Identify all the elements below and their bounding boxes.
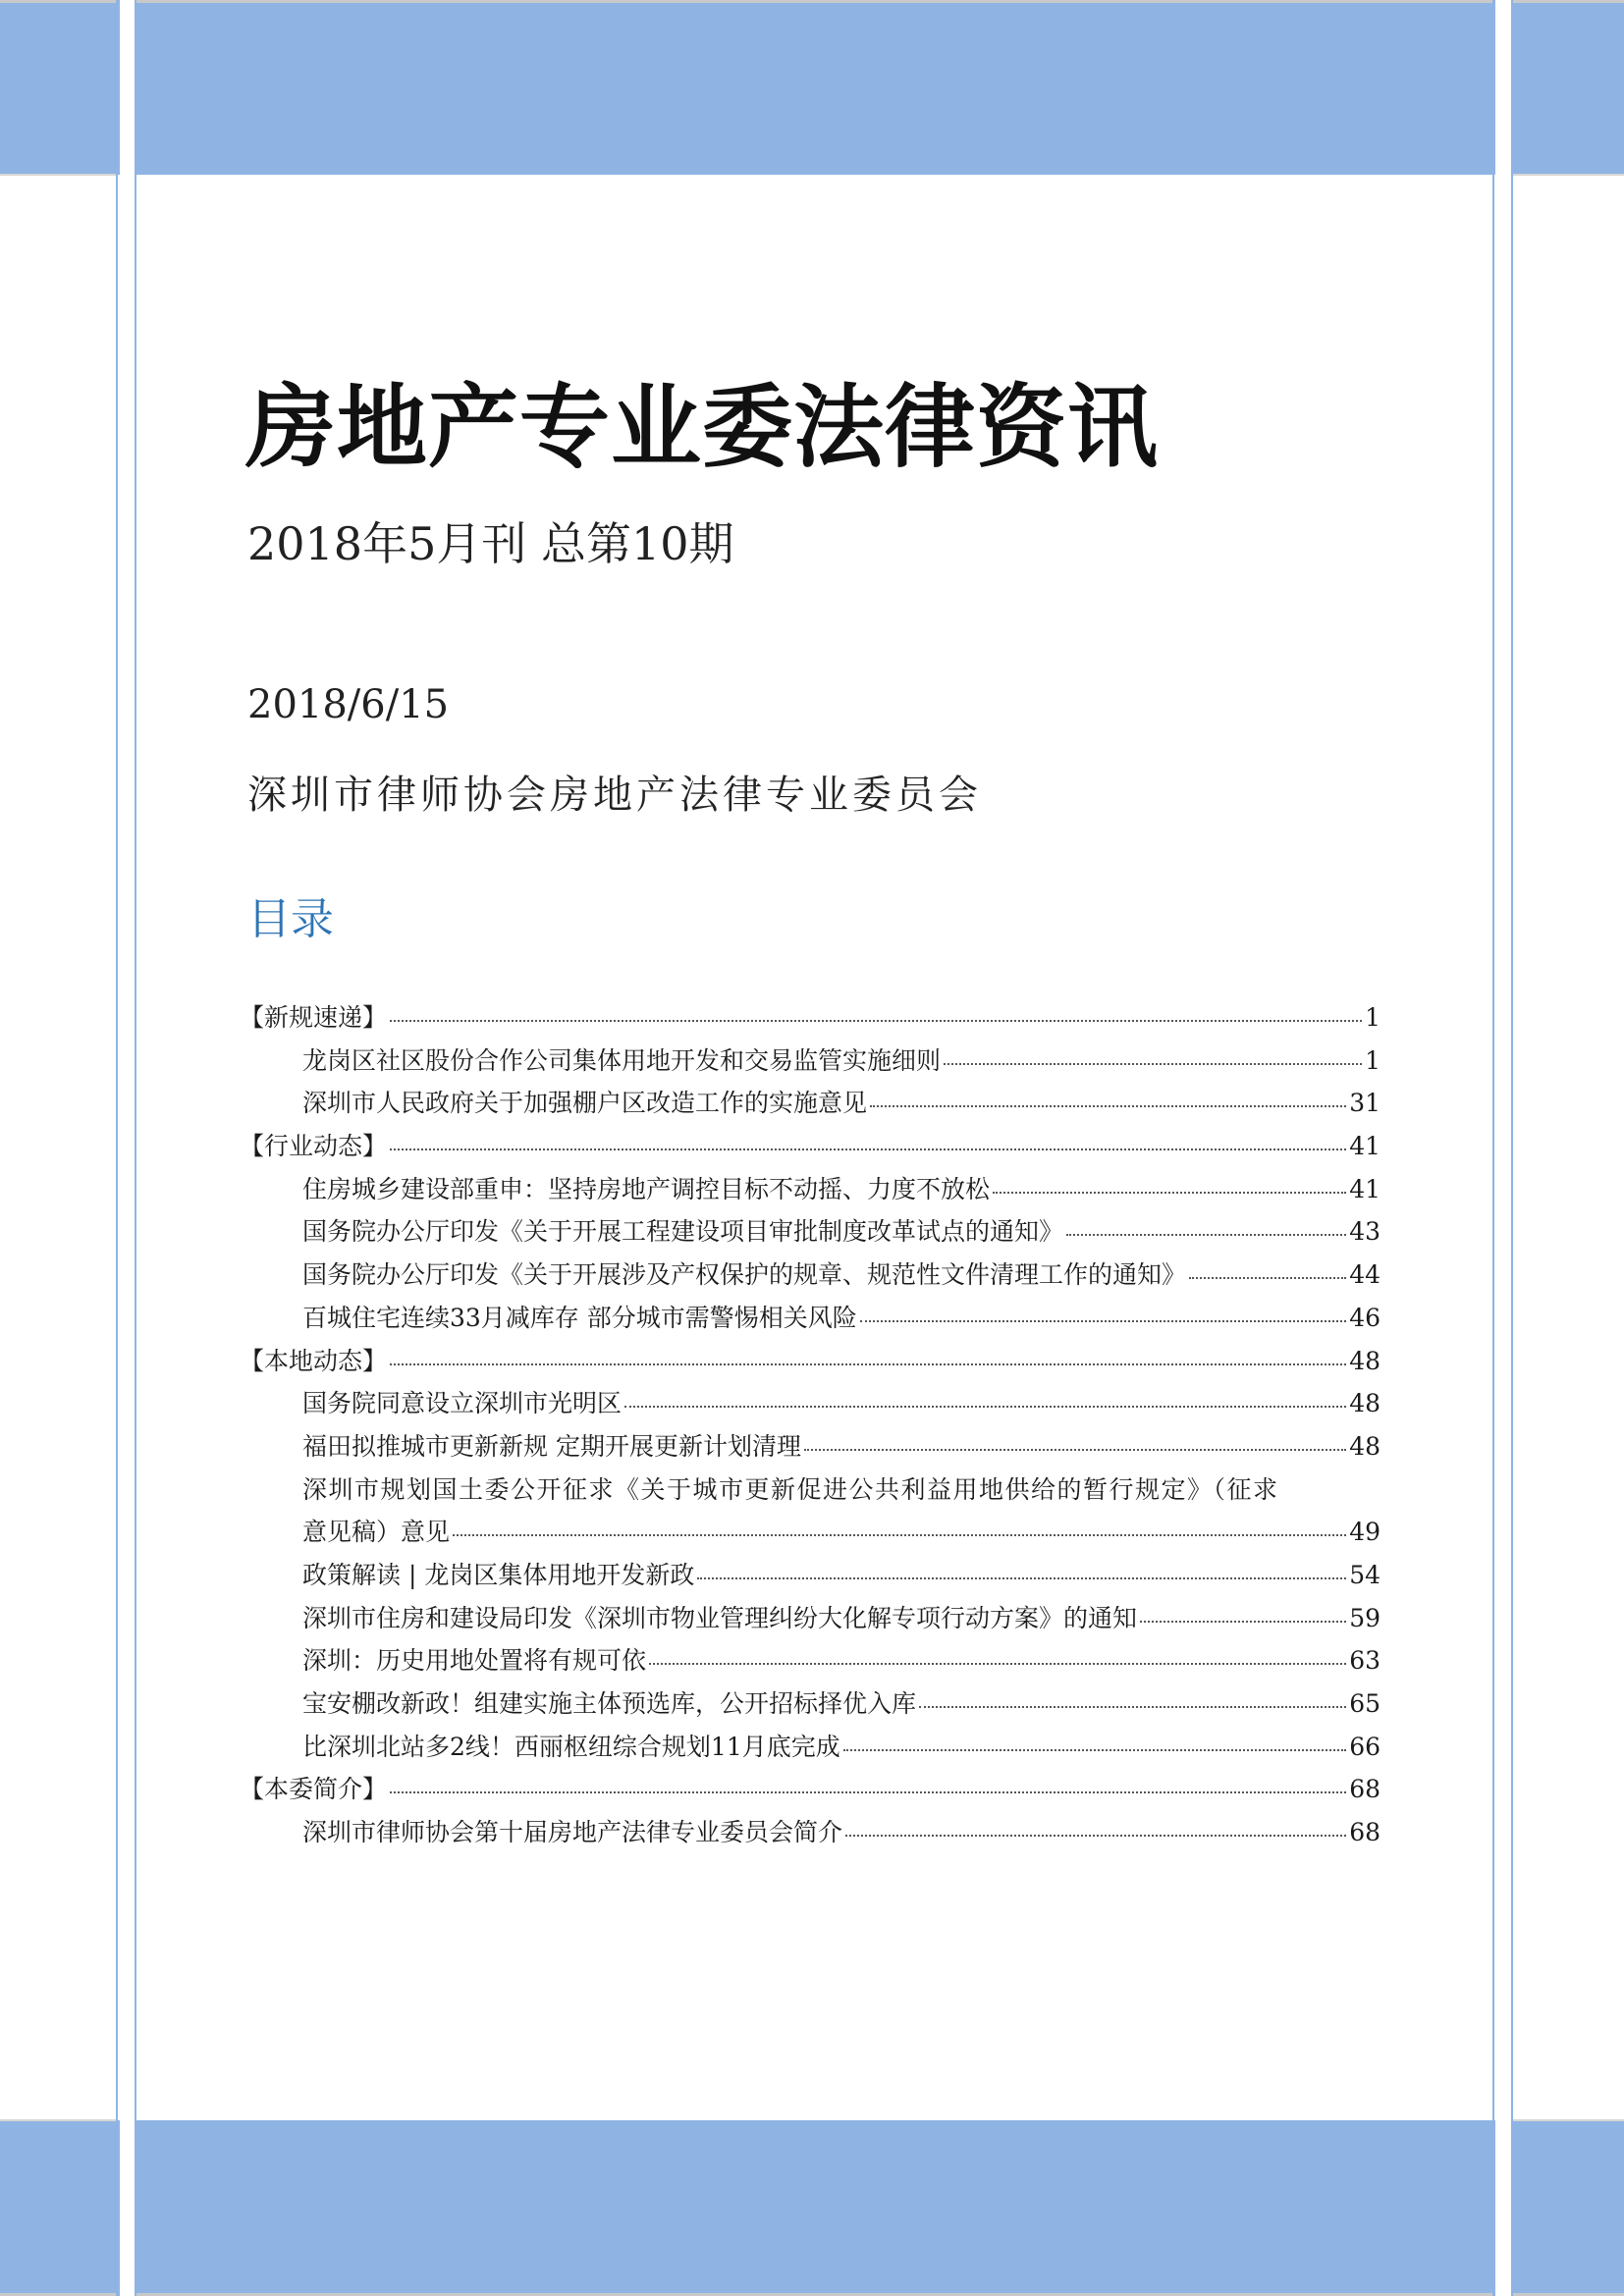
toc-entry-title: 住房城乡建设部重申：坚持房地产调控目标不动摇、力度不放松	[302, 1174, 991, 1203]
toc-leader	[860, 1319, 1346, 1322]
toc-leader	[993, 1191, 1346, 1194]
frame-edge-top	[136, 0, 1492, 3]
toc-leader	[649, 1662, 1346, 1665]
toc-entry-wrapped-line2[interactable]	[240, 1511, 1380, 1554]
band-edge-top-right	[1513, 174, 1624, 176]
toc-leader	[697, 1576, 1346, 1579]
table-of-contents	[240, 996, 1380, 1854]
toc-leader	[944, 1062, 1362, 1065]
toc-entry-title: 国务院办公厅印发《关于开展涉及产权保护的规章、规范性文件清理工作的通知》	[302, 1260, 1187, 1290]
toc-section[interactable]	[240, 1340, 1380, 1383]
frame-edge-top-left	[0, 0, 116, 3]
toc-leader	[390, 1148, 1346, 1150]
toc-page-number: 48	[1349, 1431, 1380, 1461]
toc-entry-title: 【本委简介】	[240, 1775, 388, 1804]
toc-entry-title: 深圳市人民政府关于加强棚户区改造工作的实施意见	[302, 1089, 868, 1118]
toc-page-number: 48	[1349, 1389, 1380, 1418]
toc-page-number: 1	[1365, 1045, 1380, 1075]
frame-gap-left	[120, 0, 135, 2296]
toc-entry-title: 深圳市住房和建设局印发《深圳市物业管理纠纷大化解专项行动方案》的通知	[302, 1603, 1138, 1632]
frame-line-right-inner	[1492, 0, 1494, 2296]
toc-entry[interactable]	[240, 1811, 1380, 1854]
toc-entry-title: 福田拟推城市更新新规 定期开展更新计划清理	[302, 1431, 801, 1461]
toc-leader	[624, 1405, 1346, 1408]
toc-page-number: 54	[1349, 1560, 1380, 1589]
publication-date: 2018/6/15	[247, 682, 450, 727]
frame-line-left-inner	[135, 0, 136, 2296]
toc-page-number: 41	[1349, 1174, 1380, 1203]
toc-page-number: 66	[1349, 1732, 1380, 1761]
document-title: 房地产专业委法律资讯	[245, 375, 1160, 480]
toc-leader	[919, 1705, 1346, 1708]
toc-page-number: 1	[1365, 1003, 1380, 1032]
toc-entry-title: 国务院同意设立深圳市光明区	[302, 1389, 623, 1418]
toc-entry-title: 深圳市律师协会第十届房地产法律专业委员会简介	[302, 1818, 843, 1847]
toc-entry-title: 深圳市规划国土委公开征求《关于城市更新促进公共利益用地供给的暂行规定》（征求	[302, 1474, 1279, 1504]
toc-leader	[1140, 1620, 1346, 1623]
issue-info: 2018年5月刊 总第10期	[247, 517, 734, 570]
toc-page-number: 68	[1349, 1775, 1380, 1804]
toc-section[interactable]	[240, 996, 1380, 1040]
toc-page-number: 31	[1349, 1089, 1380, 1118]
toc-entry[interactable]	[240, 1082, 1380, 1125]
toc-entry-wrapped-line1[interactable]	[240, 1468, 1380, 1512]
toc-section[interactable]	[240, 1768, 1380, 1811]
toc-entry[interactable]	[240, 1726, 1380, 1769]
toc-entry-title: 百城住宅连续33月减库存 部分城市需警惕相关风险	[302, 1303, 857, 1332]
footer-band	[0, 2120, 1624, 2296]
toc-page-number: 49	[1349, 1518, 1380, 1547]
toc-page-number: 63	[1349, 1646, 1380, 1676]
toc-leader	[390, 1790, 1346, 1793]
band-edge-bottom-left	[0, 2119, 116, 2121]
toc-page-number: 59	[1349, 1603, 1380, 1632]
band-edge-bottom-right	[1513, 2119, 1624, 2121]
toc-section[interactable]	[240, 1125, 1380, 1168]
toc-heading: 目录	[247, 894, 334, 944]
toc-entry[interactable]	[240, 1210, 1380, 1254]
toc-leader	[390, 1019, 1362, 1022]
toc-entry[interactable]	[240, 1040, 1380, 1083]
toc-entry-title-continued: 意见稿）意见	[302, 1518, 451, 1547]
toc-entry[interactable]	[240, 1682, 1380, 1726]
toc-page-number: 41	[1349, 1132, 1380, 1161]
frame-edge-top-right	[1513, 0, 1624, 3]
toc-leader	[804, 1448, 1346, 1451]
toc-entry-title: 龙岗区社区股份合作公司集体用地开发和交易监管实施细则	[302, 1045, 942, 1075]
toc-entry[interactable]	[240, 1254, 1380, 1297]
toc-entry[interactable]	[240, 1597, 1380, 1640]
band-edge-top-left	[0, 174, 116, 176]
toc-entry-title: 【行业动态】	[240, 1132, 388, 1161]
toc-page-number: 68	[1349, 1818, 1380, 1847]
toc-page-number: 44	[1349, 1260, 1380, 1290]
frame-line-right-outer	[1511, 0, 1513, 2296]
toc-entry[interactable]	[240, 1554, 1380, 1597]
toc-page-number: 46	[1349, 1303, 1380, 1332]
toc-leader	[390, 1362, 1346, 1365]
frame-line-left-outer	[116, 0, 118, 2296]
toc-leader	[843, 1748, 1346, 1751]
toc-entry-title: 【新规速递】	[240, 1003, 388, 1032]
toc-leader	[1189, 1276, 1346, 1279]
toc-page-number: 65	[1349, 1689, 1380, 1718]
toc-leader	[870, 1104, 1346, 1107]
toc-page-number: 43	[1349, 1217, 1380, 1247]
toc-entry-title: 政策解读 | 龙岗区集体用地开发新政	[302, 1560, 695, 1589]
header-band	[0, 0, 1624, 175]
publisher-organization: 深圳市律师协会房地产法律专业委员会	[247, 773, 982, 818]
toc-page-number: 48	[1349, 1346, 1380, 1375]
toc-entry-title: 宝安棚改新政！组建实施主体预选库，公开招标择优入库	[302, 1689, 917, 1718]
toc-leader	[453, 1533, 1346, 1536]
toc-entry-title: 比深圳北站多2线！西丽枢纽综合规划11月底完成	[302, 1732, 840, 1761]
toc-leader	[845, 1834, 1346, 1837]
toc-leader	[1066, 1233, 1346, 1236]
toc-entry-title: 【本地动态】	[240, 1346, 388, 1375]
toc-entry-title: 深圳：历史用地处置将有规可依	[302, 1646, 647, 1676]
toc-entry[interactable]	[240, 1168, 1380, 1211]
toc-entry[interactable]	[240, 1382, 1380, 1425]
toc-entry[interactable]	[240, 1639, 1380, 1682]
toc-entry-title: 国务院办公厅印发《关于开展工程建设项目审批制度改革试点的通知》	[302, 1217, 1064, 1247]
toc-entry[interactable]	[240, 1297, 1380, 1340]
toc-entry[interactable]	[240, 1425, 1380, 1468]
frame-gap-right	[1495, 0, 1511, 2296]
